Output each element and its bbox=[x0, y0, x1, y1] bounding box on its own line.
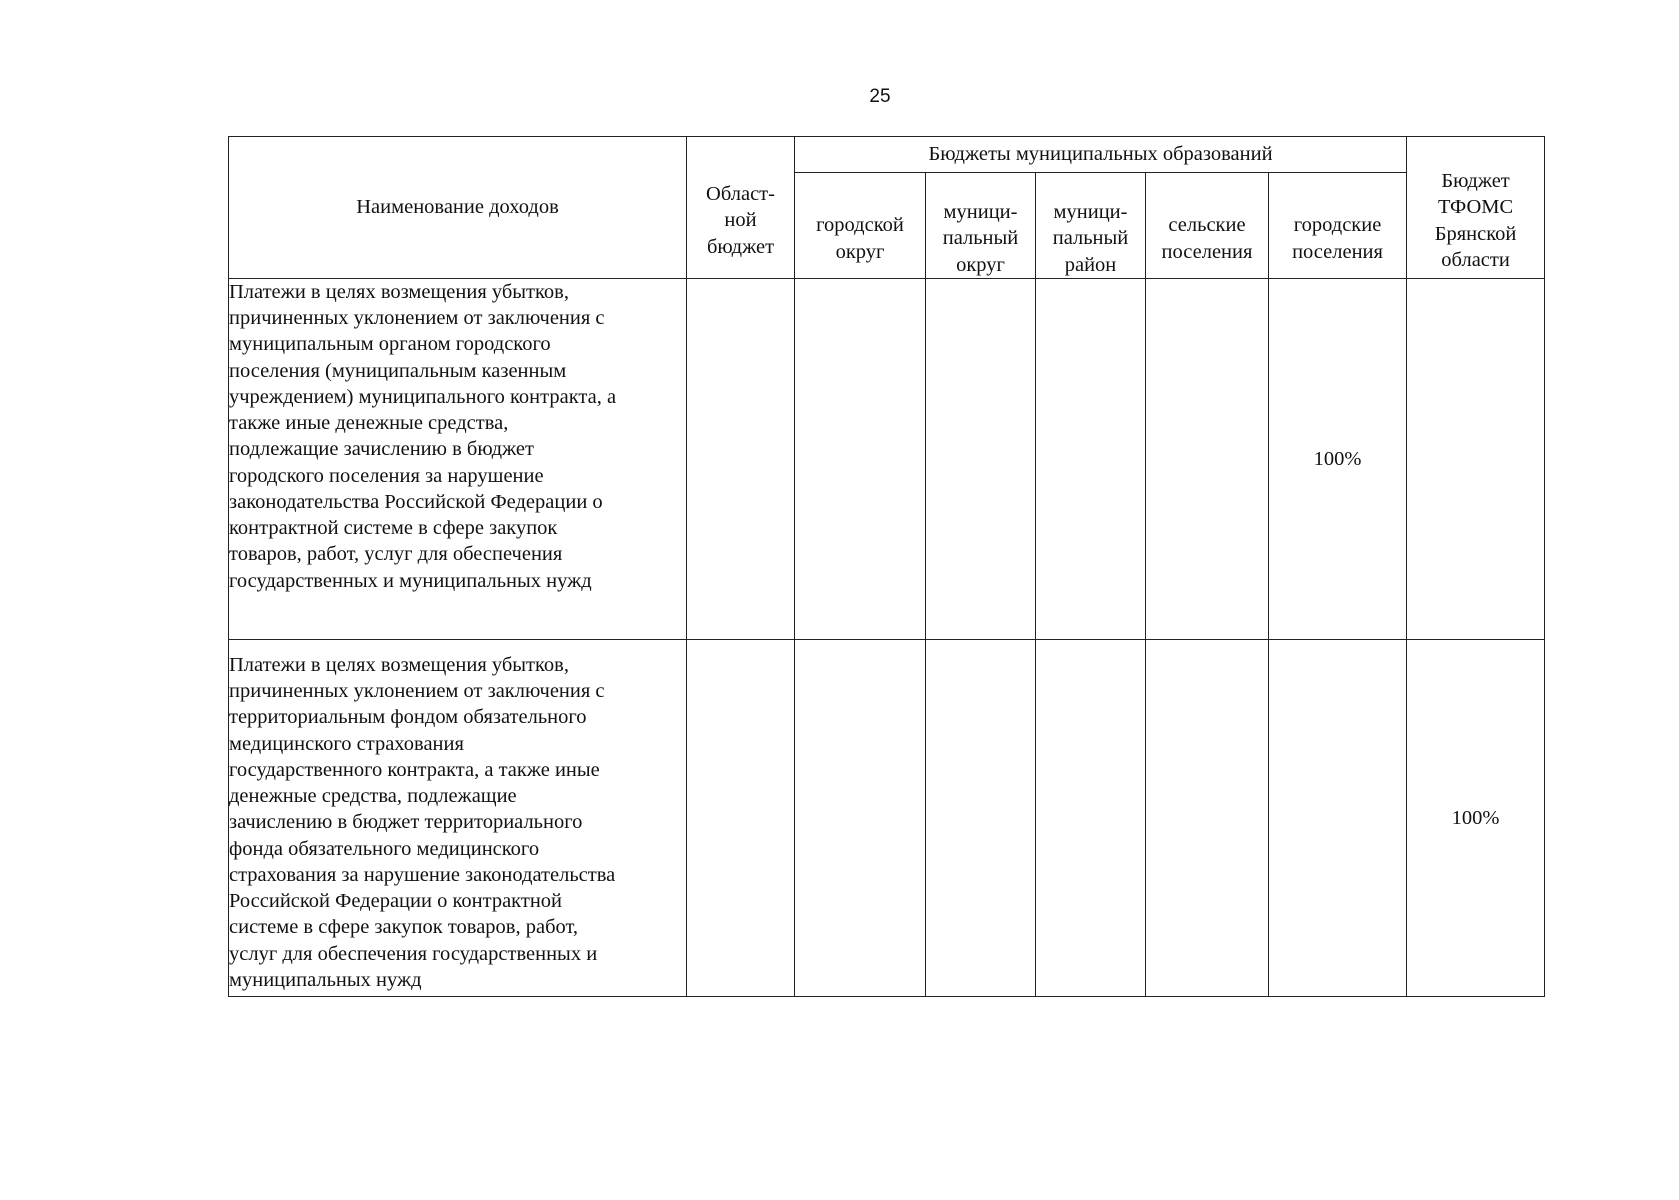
value-regional-budget bbox=[687, 278, 795, 639]
income-name-cell bbox=[229, 639, 687, 996]
value-tfoms-budget: 100% bbox=[1407, 639, 1545, 996]
header-urban-settlements bbox=[1269, 173, 1407, 279]
header-rural-settlements bbox=[1146, 173, 1269, 279]
header-row-1 bbox=[229, 137, 1545, 173]
income-distribution-table bbox=[228, 136, 1545, 997]
value-rural-settlements bbox=[1146, 278, 1269, 639]
value-municipal-okrug bbox=[926, 639, 1036, 996]
value-city-district bbox=[795, 278, 926, 639]
header-regional-budget bbox=[687, 137, 795, 279]
value-urban-settlements: 100% bbox=[1269, 278, 1407, 639]
value-urban-settlements bbox=[1269, 639, 1407, 996]
header-municipal-budgets-text: Бюджеты муниципальных образований bbox=[928, 143, 1273, 166]
page-number: 25 bbox=[869, 86, 891, 107]
header-municipal-raion bbox=[1036, 173, 1146, 279]
header-city-district bbox=[795, 173, 926, 279]
income-name-text: Платежи в целях возмещения убытков, причиненных уклонением от заключения с территориальным фондом обязательного медицинского страхования государственного контракта, а также иные денежные средства, подлежащие зачислению в бюджет территориального фонда обязательного медицинского страхования за нарушение законодательства Российской Федерации о контрактной системе в сфере закупок товаров, работ, услуг для обеспечения государственных и муниципальных нужд bbox=[229, 653, 616, 991]
header-municipal-budgets bbox=[795, 137, 1407, 173]
value-tfoms-budget bbox=[1407, 278, 1545, 639]
header-municipal-okrug bbox=[926, 173, 1036, 279]
value-municipal-okrug bbox=[926, 278, 1036, 639]
header-regional-budget-text: Област- ной бюджет bbox=[706, 183, 775, 258]
header-municipal-okrug-text: муници- пальный округ bbox=[942, 201, 1019, 276]
header-income-name bbox=[229, 137, 687, 279]
header-municipal-raion-text: муници- пальный район bbox=[1052, 201, 1129, 276]
value-city-district bbox=[795, 639, 926, 996]
header-city-district-text: городской округ bbox=[816, 214, 904, 263]
value-municipal-raion bbox=[1036, 278, 1146, 639]
value-rural-settlements bbox=[1146, 639, 1269, 996]
table-row bbox=[229, 278, 1545, 639]
header-urban-settlements-text: городские поселения bbox=[1292, 214, 1383, 263]
header-tfoms-budget bbox=[1407, 137, 1545, 279]
income-name-text: Платежи в целях возмещения убытков, причиненных уклонением от заключения с муниципальным органом городского поселения (муниципальным казенным учреждением) муниципального контракта, а также иные денежные средства, подлежащие зачислению в бюджет городского поселения за нарушение законодательства Российской Федерации о контрактной системе в сфере закупок товаров, работ, услуг для обеспечения государственных и муниципальных нужд bbox=[229, 280, 617, 592]
value-regional-budget bbox=[687, 639, 795, 996]
income-name-cell bbox=[229, 278, 687, 639]
table-row bbox=[229, 639, 1545, 996]
header-rural-settlements-text: сельские поселения bbox=[1161, 214, 1253, 263]
header-income-name-text: Наименование доходов bbox=[356, 196, 559, 219]
value-municipal-raion bbox=[1036, 639, 1146, 996]
header-tfoms-budget-text: Бюджет ТФОМС Брянской области bbox=[1434, 170, 1517, 271]
